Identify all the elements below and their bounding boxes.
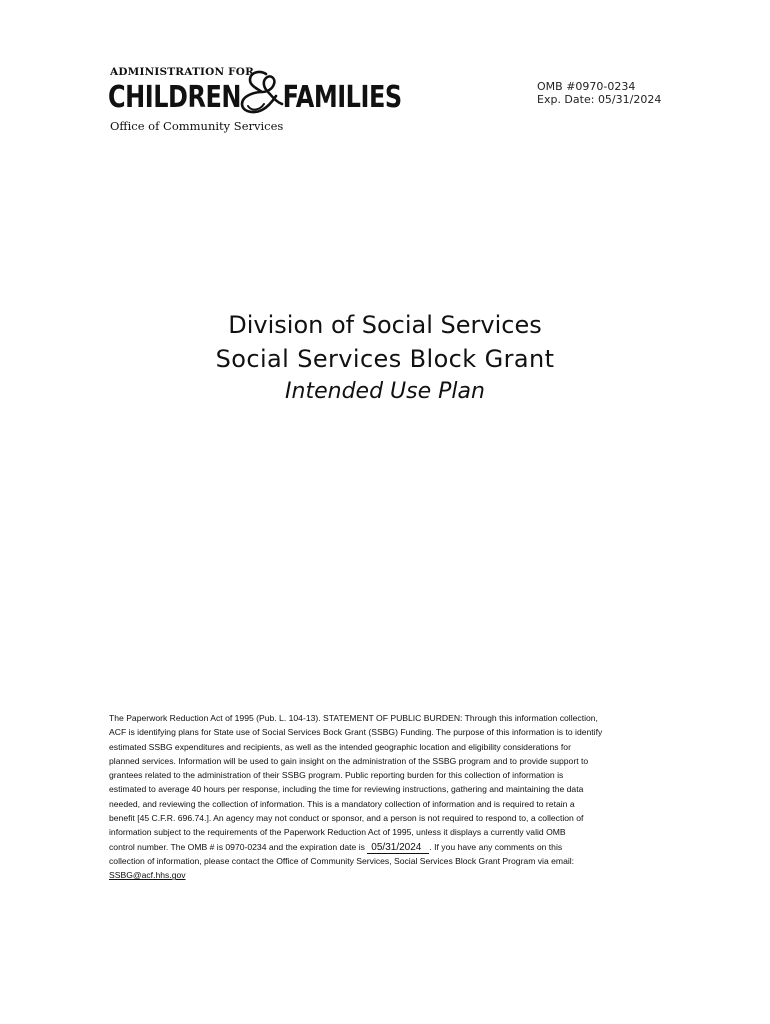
omb-exp-date: 05/31/2024 [597,93,662,106]
burden-line: planned services. Information will be used to gain insight on the administration of the SSBG program and to provide support to [109,755,589,766]
logo-children-word: CHILDREN [108,80,241,115]
omb-number: OMB #0970-0234 [537,80,636,93]
logo-office-line: Office of Community Services [110,119,284,133]
title-grant: Social Services Block Grant [215,345,555,373]
title-division: Division of Social Services [228,311,542,339]
burden-line: needed, and reviewing the collection of information. This is a mandatory collection of information and is required to retain a [109,798,575,809]
omb-block [537,80,661,106]
burden-line: information subject to the requirements of the Paperwork Reduction Act of 1995, unless it displays a currently valid OMB [109,827,566,838]
control-suffix: . If you have any comments on this [429,841,563,852]
logo-admin-line: ADMINISTRATION FOR [110,66,255,78]
title-plan: Intended Use Plan [285,379,485,404]
burden-email-line [109,868,665,882]
title-block [0,308,770,408]
control-prefix: control number. The OMB # is 0970-0234 and the expiration date is [109,841,365,852]
acf-logo [108,66,408,136]
burden-statement [109,711,665,883]
burden-line: estimated SSBG expenditures and recipients, as well as the intended geographic location and eligibility considerations for [109,741,571,752]
burden-contact-line: collection of information, please contact the Office of Community Services, Social Services Block Grant Program via email: [109,855,575,866]
burden-line: ACF is identifying plans for State use of Social Services Bock Grant (SSBG) Funding. The purpose of this information is to identify [109,727,603,738]
email-link[interactable]: SSBG@acf.hhs.gov [109,870,186,881]
logo-families-word: FAMILIES [282,80,402,115]
ampersand-icon [236,68,286,114]
omb-expiration [537,93,661,106]
omb-exp-label: Exp. Date: [537,93,595,106]
burden-line: grantees related to the administration of their SSBG program. Public reporting burden for this collection of information is [109,770,564,781]
burden-line: The Paperwork Reduction Act of 1995 (Pub. L. 104-13). STATEMENT OF PUBLIC BURDEN: Through this information collection, [109,713,598,723]
expiration-date-field: 05/31/2024 [367,842,429,854]
burden-line: estimated to average 40 hours per response, including the time for reviewing instructions, gathering and maintaining the data [109,784,584,795]
burden-control-line [109,840,665,854]
burden-line: benefit [45 C.F.R. 696.74.]. An agency may not conduct or sponsor, and a person is not required to respond to, a collection of [109,813,584,824]
